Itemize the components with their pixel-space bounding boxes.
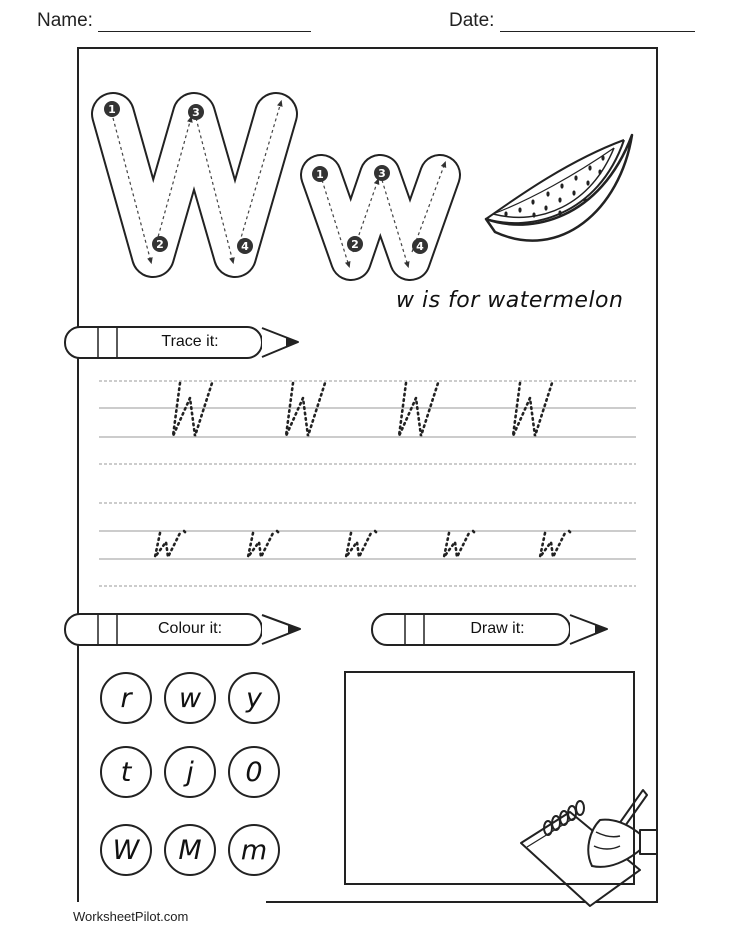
- colour-circle[interactable]: w: [164, 672, 216, 724]
- svg-text:3: 3: [378, 167, 386, 180]
- stroke-marker-2: [347, 236, 363, 252]
- colour-circle[interactable]: r: [100, 672, 152, 724]
- trace-letters-lowercase: [155, 531, 571, 557]
- svg-text:1: 1: [316, 168, 324, 181]
- colour-circle[interactable]: m: [228, 824, 280, 876]
- colour-circle[interactable]: M: [164, 824, 216, 876]
- svg-text:3: 3: [192, 106, 200, 119]
- uppercase-letter-outline: [113, 102, 281, 262]
- colour-it-label: Colour it:: [157, 620, 223, 637]
- svg-text:4: 4: [241, 240, 249, 253]
- letter-caption: w is for watermelon: [396, 288, 624, 313]
- stroke-marker-1: [312, 166, 328, 182]
- svg-text:1: 1: [108, 103, 116, 116]
- stroke-marker-3: [188, 104, 204, 120]
- stroke-marker-2: [152, 236, 168, 252]
- trace-letters-uppercase: [173, 383, 552, 436]
- drawing-area[interactable]: [344, 671, 635, 885]
- colour-circle[interactable]: j: [164, 746, 216, 798]
- colour-circle[interactable]: 0: [228, 746, 280, 798]
- colour-circle[interactable]: t: [100, 746, 152, 798]
- colour-circle[interactable]: y: [228, 672, 280, 724]
- stroke-marker-3: [374, 165, 390, 181]
- svg-text:4: 4: [416, 240, 424, 253]
- stroke-marker-4: [237, 238, 253, 254]
- trace-guidelines-lowercase: [99, 503, 636, 586]
- name-label: Name:: [37, 10, 93, 31]
- stroke-marker-1: [104, 101, 120, 117]
- footer-source: WorksheetPilot.com: [73, 909, 189, 924]
- draw-it-label: Draw it:: [470, 620, 525, 637]
- trace-it-label: Trace it:: [161, 333, 219, 350]
- watermelon-icon: [486, 135, 632, 241]
- colour-circle[interactable]: W: [100, 824, 152, 876]
- date-label: Date:: [449, 10, 495, 31]
- svg-text:2: 2: [156, 238, 164, 251]
- stroke-marker-4: [412, 238, 428, 254]
- svg-text:2: 2: [351, 238, 359, 251]
